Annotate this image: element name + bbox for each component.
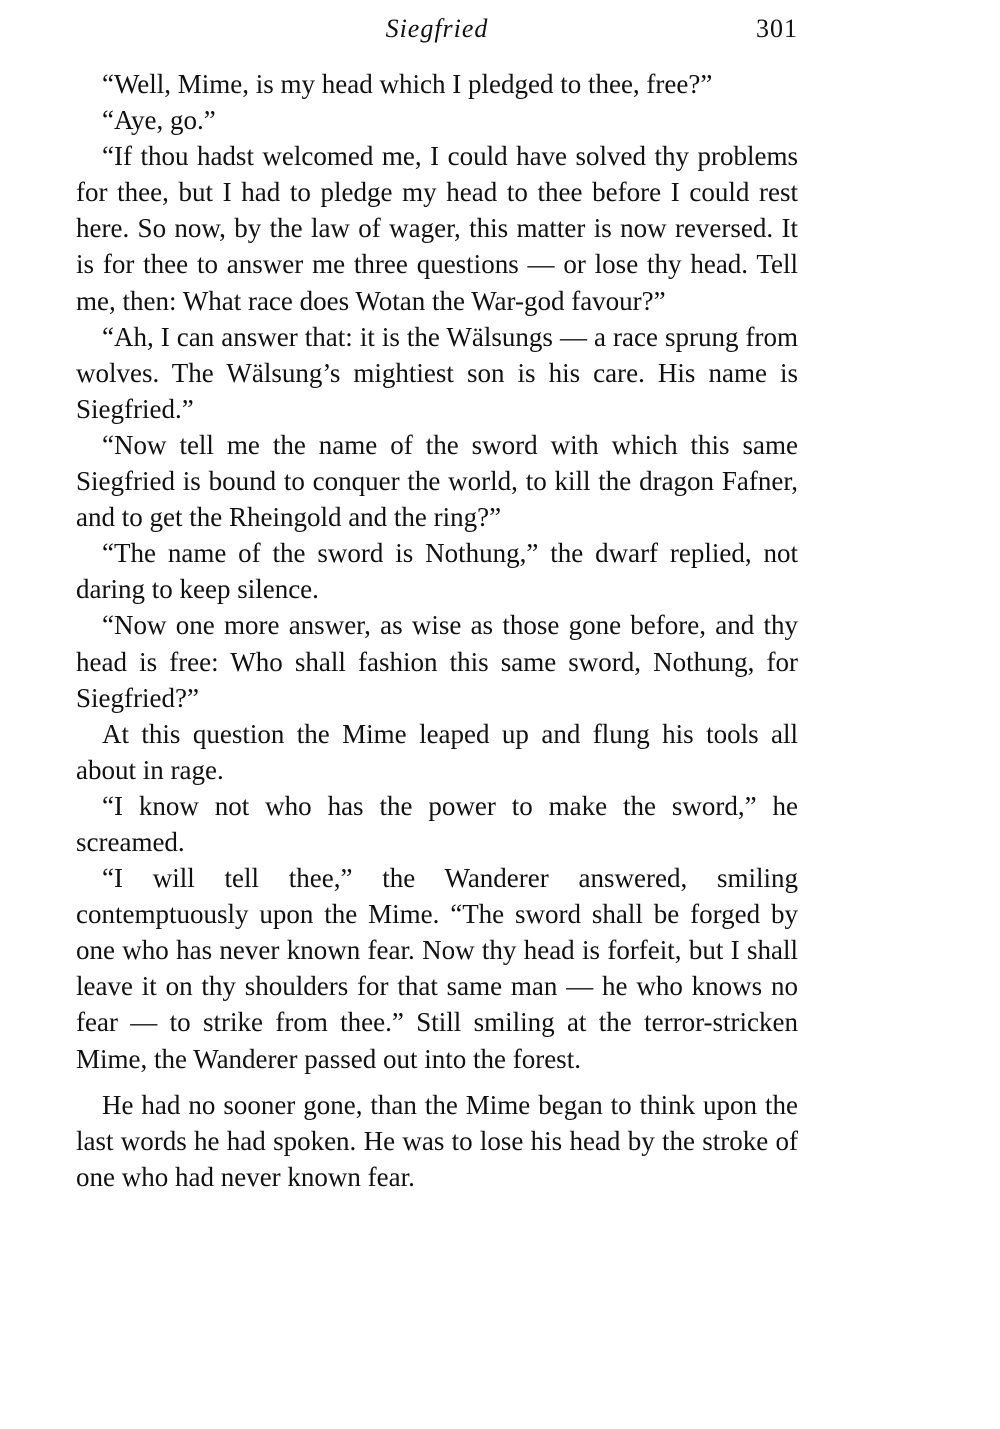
paragraph-6: “The name of the sword is Nothung,” the dwarf replied, not daring to keep silence. — [76, 538, 798, 605]
paragraph-9: “I know not who has the power to make the sword,” he screamed. — [76, 790, 798, 857]
book-page — [76, 0, 798, 1429]
running-title: Siegfried — [385, 14, 489, 43]
paragraph-11: He had no sooner gone, than the Mime began to think upon the last words he had spoken. He was to lose his head by the stroke of one who had never known fear. — [76, 1089, 798, 1192]
paragraph-4: “Ah, I can answer that: it is the Wälsungs — a race sprung from wolves. The Wälsung’s mightiest son is his care. His name is Siegfried.” — [76, 321, 798, 424]
paragraph-8: At this question the Mime leaped up and flung his tools all about in rage. — [76, 718, 798, 785]
running-head — [76, 14, 798, 44]
paragraph-7: “Now one more answer, as wise as those gone before, and thy head is free: Who shall fashion this same sword, Nothung, for Siegfried?” — [76, 610, 798, 713]
paragraph-3: “If thou hadst welcomed me, I could have solved thy problems for thee, but I had to pledge my head to thee before I could rest here. So now, by the law of wager, this matter is now reversed. It is for thee to answer me three questions — or lose thy head. Tell me, then: What race does Wotan the War-god favour?” — [76, 141, 798, 316]
body-text — [76, 66, 798, 1195]
paragraph-1: “Well, Mime, is my head which I pledged to thee, free?” — [102, 69, 713, 99]
paragraph-2: “Aye, go.” — [102, 105, 216, 136]
paragraph-10: “I will tell thee,” the Wanderer answered, smiling contemptuously upon the Mime. “The sword shall be forged by one who has never known fear. Now thy head is forfeit, but I shall leave it on thy shoulders for that same man — he who knows no fear — to strike from thee.” Still smiling at the terror-stricken Mime, the Wanderer passed out into the forest. — [76, 863, 798, 1074]
page-number: 301 — [756, 14, 798, 43]
paragraph-5: “Now tell me the name of the sword with which this same Siegfried is bound to conquer the world, to kill the dragon Fafner, and to get the Rheingold and the ring?” — [76, 429, 798, 533]
